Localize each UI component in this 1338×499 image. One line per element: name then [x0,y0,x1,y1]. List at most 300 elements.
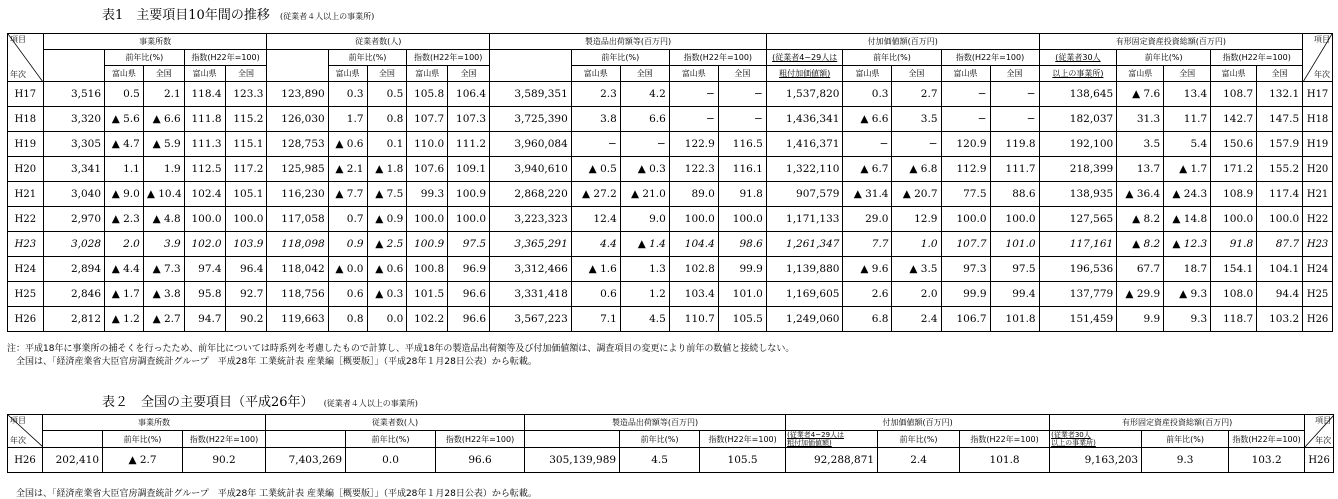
value-cell: 108.9 [1211,182,1257,207]
year-cell: H20 [8,157,44,182]
t1-pref-label: 富山県 [571,66,620,82]
value-cell: ▲ 0.5 [571,157,620,182]
value-cell: 3.5 [1117,132,1164,157]
value-cell: ▲ 0.6 [328,132,367,157]
t1-group-establishments: 事業所数 [43,34,267,50]
table1-title: 表1 主要項目10年間の推移 (従業者４人以上の事業所) [102,8,375,23]
value-cell: 119.8 [990,132,1039,157]
value-cell: 100.0 [448,207,490,232]
value-cell: 202,410 [43,448,103,473]
value-cell: ▲ 2.7 [143,307,184,332]
value-cell: ▲ 8.2 [1117,207,1164,232]
value-cell: 132.1 [1257,82,1303,107]
value-cell: − [718,107,766,132]
value-cell: 118.4 [184,82,225,107]
value-cell: 109.1 [448,157,490,182]
value-cell: 100.0 [941,207,990,232]
t1-pref-label: 富山県 [105,66,144,82]
value-cell: 1.0 [892,232,941,257]
value-cell: 95.8 [184,282,225,307]
value-cell: 88.6 [990,182,1039,207]
value-cell: 99.9 [718,257,766,282]
value-cell: 67.7 [1117,257,1164,282]
value-cell: ▲ 36.4 [1117,182,1164,207]
value-cell: 907,579 [766,182,843,207]
value-cell: 1,436,341 [766,107,843,132]
value-cell: − [571,132,620,157]
table1-note2: 全国は、「経済産業省大臣官房調査統計グループ 平成28年 工業統計表 産業編［概要版］」（平成28年１月28日公表）から転載。 [7,357,537,367]
year-cell: H21 [8,182,44,207]
value-cell: 192,100 [1039,132,1117,157]
value-cell: 112.5 [184,157,225,182]
t1-blank [490,50,572,82]
value-cell: 117.2 [225,157,267,182]
value-cell: 155.2 [1257,157,1303,182]
value-cell: ▲ 9.3 [1164,282,1211,307]
value-cell: 125,985 [267,157,328,182]
t2-blank [43,431,103,448]
t2-group-employees: 従業者数(人) [266,415,525,431]
value-cell: ▲ 5.9 [143,132,184,157]
value-cell: 9.9 [1117,307,1164,332]
value-cell: 108.0 [1211,282,1257,307]
value-cell: 0.0 [346,448,436,473]
value-cell: 126,030 [267,107,328,132]
value-cell: 92.7 [225,282,267,307]
year-cell: H23 [8,232,44,257]
year-cell: H24 [8,257,44,282]
value-cell: ▲ 1.8 [367,157,407,182]
value-cell: ▲ 4.8 [143,207,184,232]
value-cell: 3,567,223 [490,307,572,332]
value-cell: 13.4 [1164,82,1211,107]
value-cell: 96.6 [448,282,490,307]
value-cell: 0.5 [367,82,407,107]
table1-row [8,157,1333,182]
value-cell: ▲ 10.4 [143,182,184,207]
value-cell: − [990,107,1039,132]
value-cell: 12.9 [892,207,941,232]
value-cell: ▲ 2.7 [103,448,183,473]
value-cell: ▲ 2.1 [328,157,367,182]
t1-sub-prev: 前年比(%) [843,50,941,66]
value-cell: 120.9 [941,132,990,157]
t2-group-investment: 有形固定資産投資総額(百万円) [1050,415,1305,431]
value-cell: 99.3 [407,182,448,207]
t1-nation-label: 全国 [1164,66,1211,82]
value-cell: − [941,82,990,107]
value-cell: 171.2 [1211,157,1257,182]
value-cell: 2.4 [892,307,941,332]
value-cell: ▲ 4.4 [105,257,144,282]
value-cell: ▲ 12.3 [1164,232,1211,257]
table1-row [8,182,1333,207]
year-cell: H26 [8,307,44,332]
t1-pref-label: 富山県 [1211,66,1257,82]
value-cell: 100.0 [1211,207,1257,232]
t1-pref-label: 富山県 [843,66,892,82]
value-cell: 104.4 [669,232,718,257]
value-cell: 2,846 [43,282,104,307]
value-cell: 123.3 [225,82,267,107]
value-cell: 100.0 [407,207,448,232]
value-cell: 117.4 [1257,182,1303,207]
value-cell: 97.5 [448,232,490,257]
value-cell: − [941,107,990,132]
value-cell: ▲ 7.5 [367,182,407,207]
value-cell: 9,163,203 [1050,448,1142,473]
t1-va-note1: (従業者4~29人は [766,50,843,66]
t2-blank [525,431,620,448]
value-cell: 94.7 [184,307,225,332]
value-cell: 100.9 [407,232,448,257]
t2-group-value-added: 付加価値額(百万円) [786,415,1050,431]
value-cell: 196,536 [1039,257,1117,282]
value-cell: 1,171,133 [766,207,843,232]
t1-nation-label: 全国 [225,66,267,82]
value-cell: 3,040 [43,182,104,207]
t1-pref-label: 富山県 [328,66,367,82]
value-cell: 3,305 [43,132,104,157]
value-cell: 150.6 [1211,132,1257,157]
value-cell: 2.1 [143,82,184,107]
value-cell: 3,028 [43,232,104,257]
value-cell: ▲ 14.8 [1164,207,1211,232]
value-cell: 115.2 [225,107,267,132]
t1-group-investment: 有形固定資産投資総額(百万円) [1039,34,1303,50]
value-cell: 94.4 [1257,282,1303,307]
value-cell: 92,288,871 [786,448,878,473]
value-cell: 138,645 [1039,82,1117,107]
value-cell: ▲ 0.3 [367,282,407,307]
value-cell: 1,416,371 [766,132,843,157]
value-cell: 3,331,418 [490,282,572,307]
value-cell: 100.0 [990,207,1039,232]
value-cell: 12.4 [571,207,620,232]
value-cell: 2,970 [43,207,104,232]
value-cell: 1.1 [105,157,144,182]
value-cell: 96.6 [448,307,490,332]
value-cell: 101.8 [960,448,1050,473]
table1-corner-right: 項目 年次 [1303,34,1333,82]
t2-sub-index: 指数(H22年=100) [1229,431,1305,448]
value-cell: 1,322,110 [766,157,843,182]
value-cell: 1,169,605 [766,282,843,307]
value-cell: 0.5 [105,82,144,107]
table2-row [8,448,1334,473]
value-cell: 103.4 [669,282,718,307]
value-cell: ▲ 20.7 [892,182,941,207]
value-cell: 0.3 [843,82,892,107]
value-cell: 100.0 [669,207,718,232]
value-cell: ▲ 9.6 [843,257,892,282]
value-cell: 77.5 [941,182,990,207]
value-cell: 128,753 [267,132,328,157]
table1-row [8,257,1333,282]
value-cell: 6.8 [843,307,892,332]
value-cell: 3,223,323 [490,207,572,232]
value-cell: 127,565 [1039,207,1117,232]
table2-corner-left: 項目 年次 [8,415,43,448]
value-cell: 3,320 [43,107,104,132]
year-cell: H19 [1303,132,1333,157]
value-cell: − [620,132,669,157]
value-cell: 115.1 [225,132,267,157]
value-cell: 103.2 [1257,307,1303,332]
value-cell: ▲ 7.6 [1117,82,1164,107]
value-cell: 2.3 [571,82,620,107]
value-cell: 9.3 [1142,448,1229,473]
value-cell: 0.9 [328,232,367,257]
value-cell: 151,459 [1039,307,1117,332]
table1-row [8,82,1333,107]
year-cell: H25 [8,282,44,307]
value-cell: 87.7 [1257,232,1303,257]
value-cell: 107.3 [448,107,490,132]
value-cell: 105.5 [718,307,766,332]
value-cell: 4.4 [571,232,620,257]
value-cell: 122.9 [669,132,718,157]
value-cell: 111.8 [184,107,225,132]
value-cell: 29.0 [843,207,892,232]
year-cell: H26 [1305,448,1334,473]
value-cell: 31.3 [1117,107,1164,132]
value-cell: ▲ 24.3 [1164,182,1211,207]
value-cell: 101.0 [718,282,766,307]
value-cell: 107.6 [407,157,448,182]
value-cell: 2,868,220 [490,182,572,207]
value-cell: 147.5 [1257,107,1303,132]
value-cell: 106.7 [941,307,990,332]
value-cell: 305,139,989 [525,448,620,473]
value-cell: 0.0 [367,307,407,332]
value-cell: 2,812 [43,307,104,332]
value-cell: 100.8 [407,257,448,282]
value-cell: 4.5 [620,448,700,473]
t1-va-note2: 粗付加価値額) [766,66,843,82]
t1-nation-label: 全国 [892,66,941,82]
value-cell: 5.4 [1164,132,1211,157]
value-cell: ▲ 7.7 [328,182,367,207]
value-cell: 96.4 [225,257,267,282]
t1-sub-index: 指数(H22年=100) [184,50,267,66]
value-cell: 0.8 [367,107,407,132]
value-cell: 116.1 [718,157,766,182]
value-cell: 107.7 [941,232,990,257]
value-cell: 118.7 [1211,307,1257,332]
value-cell: 105.8 [407,82,448,107]
value-cell: 142.7 [1211,107,1257,132]
value-cell: ▲ 1.7 [1164,157,1211,182]
value-cell: 137,779 [1039,282,1117,307]
value-cell: 1.3 [620,257,669,282]
value-cell: ▲ 2.3 [105,207,144,232]
value-cell: 103.2 [1229,448,1305,473]
value-cell: 97.5 [990,257,1039,282]
value-cell: 7.1 [571,307,620,332]
t1-sub-index: 指数(H22年=100) [1211,50,1303,66]
t2-va-note: (従業者4~29人は 粗付加価値額) [786,431,878,448]
value-cell: ▲ 6.8 [892,157,941,182]
t2-sub-prev: 前年比(%) [103,431,183,448]
t1-nation-label: 全国 [367,66,407,82]
value-cell: 102.8 [669,257,718,282]
value-cell: 2.6 [843,282,892,307]
value-cell: ▲ 21.0 [620,182,669,207]
t1-sub-index: 指数(H22年=100) [941,50,1039,66]
value-cell: 90.2 [225,307,267,332]
value-cell: 89.0 [669,182,718,207]
value-cell: 102.0 [184,232,225,257]
value-cell: 154.1 [1211,257,1257,282]
value-cell: 118,042 [267,257,328,282]
year-cell: H25 [1303,282,1333,307]
value-cell: ▲ 1.4 [620,232,669,257]
value-cell: 6.6 [620,107,669,132]
value-cell: ▲ 31.4 [843,182,892,207]
table2-title: 表２ 全国の主要項目（平成26年） (従業者４人以上の事業所) [102,395,418,410]
t1-inv-note1: (従業者30人 [1039,50,1117,66]
year-cell: H18 [1303,107,1333,132]
value-cell: 13.7 [1117,157,1164,182]
value-cell: 2.7 [892,82,941,107]
t1-blank [43,50,104,82]
value-cell: 3.8 [571,107,620,132]
value-cell: 3,940,610 [490,157,572,182]
value-cell: 91.8 [718,182,766,207]
year-cell: H20 [1303,157,1333,182]
value-cell: ▲ 6.6 [143,107,184,132]
value-cell: 119,663 [267,307,328,332]
value-cell: ▲ 4.7 [105,132,144,157]
value-cell: ▲ 0.9 [367,207,407,232]
table1-row [8,132,1333,157]
value-cell: 3.5 [892,107,941,132]
value-cell: ▲ 27.2 [571,182,620,207]
t1-sub-prev: 前年比(%) [1117,50,1211,66]
table1-row [8,232,1333,257]
value-cell: 116,230 [267,182,328,207]
value-cell: 105.1 [225,182,267,207]
t2-sub-prev: 前年比(%) [346,431,436,448]
value-cell: 3,365,291 [490,232,572,257]
t1-nation-label: 全国 [990,66,1039,82]
year-cell: H21 [1303,182,1333,207]
value-cell: 1,537,820 [766,82,843,107]
value-cell: 100.0 [184,207,225,232]
t2-blank [266,431,346,448]
value-cell: 11.7 [1164,107,1211,132]
value-cell: − [990,82,1039,107]
value-cell: − [843,132,892,157]
table1-row [8,307,1333,332]
value-cell: 116.5 [718,132,766,157]
value-cell: − [718,82,766,107]
value-cell: 4.5 [620,307,669,332]
value-cell: 0.8 [328,307,367,332]
value-cell: 103.9 [225,232,267,257]
value-cell: − [669,82,718,107]
value-cell: 100.0 [1257,207,1303,232]
value-cell: 9.3 [1164,307,1211,332]
t2-group-shipments: 製造品出荷額等(百万円) [525,415,786,431]
table2-note: 全国は、「経済産業省大臣官房調査統計グループ 平成28年 工業統計表 産業編［概要版］」（平成28年１月28日公表）から転載。 [7,489,537,499]
value-cell: − [892,132,941,157]
t1-inv-note2: 以上の事業所) [1039,66,1117,82]
t1-pref-label: 富山県 [941,66,990,82]
value-cell: 2.4 [878,448,960,473]
value-cell: 108.7 [1211,82,1257,107]
table1-row [8,282,1333,307]
t1-group-employees: 従業者数(人) [267,34,490,50]
t1-sub-index: 指数(H22年=100) [669,50,766,66]
t2-sub-index: 指数(H22年=100) [183,431,266,448]
t1-nation-label: 全国 [448,66,490,82]
value-cell: 1.2 [620,282,669,307]
value-cell: 105.5 [700,448,786,473]
value-cell: 101.0 [990,232,1039,257]
value-cell: 18.7 [1164,257,1211,282]
value-cell: ▲ 0.0 [328,257,367,282]
t2-sub-index: 指数(H22年=100) [960,431,1050,448]
t1-pref-label: 富山県 [669,66,718,82]
value-cell: 97.4 [184,257,225,282]
year-cell: H24 [1303,257,1333,282]
value-cell: 102.4 [184,182,225,207]
year-cell: H22 [8,207,44,232]
value-cell: 2.0 [105,232,144,257]
year-cell: H19 [8,132,44,157]
value-cell: ▲ 1.2 [105,307,144,332]
value-cell: 0.1 [367,132,407,157]
value-cell: 100.0 [225,207,267,232]
value-cell: ▲ 29.9 [1117,282,1164,307]
t2-sub-index: 指数(H22年=100) [436,431,525,448]
value-cell: 7.7 [843,232,892,257]
value-cell: 138,935 [1039,182,1117,207]
value-cell: 3,960,084 [490,132,572,157]
value-cell: ▲ 0.6 [367,257,407,282]
value-cell: 91.8 [1211,232,1257,257]
value-cell: 110.0 [407,132,448,157]
t2-sub-index: 指数(H22年=100) [700,431,786,448]
year-cell: H23 [1303,232,1333,257]
table1 [7,33,1333,332]
value-cell: 96.6 [436,448,525,473]
t2-group-establishments: 事業所数 [43,415,266,431]
value-cell: 2.0 [892,282,941,307]
value-cell: 107.7 [407,107,448,132]
t1-nation-label: 全国 [718,66,766,82]
t1-sub-prev: 前年比(%) [571,50,669,66]
t1-nation-label: 全国 [143,66,184,82]
value-cell: 218,399 [1039,157,1117,182]
value-cell: 112.9 [941,157,990,182]
value-cell: 122.3 [669,157,718,182]
value-cell: 117,161 [1039,232,1117,257]
value-cell: 96.9 [448,257,490,282]
t1-blank [267,50,328,82]
value-cell: 111.2 [448,132,490,157]
value-cell: 3,589,351 [490,82,572,107]
value-cell: ▲ 1.7 [105,282,144,307]
t1-pref-label: 富山県 [407,66,448,82]
value-cell: ▲ 5.6 [105,107,144,132]
t2-sub-prev: 前年比(%) [1142,431,1229,448]
table1-note1: 注：平成18年に事業所の捕そくを行ったため、前年比については時系列を考慮したもので計算し、平成18年の製造品出荷額等及び付加価値額は、調査項目の変更により前年の数値と接続しない。 [7,344,795,354]
value-cell: 3,341 [43,157,104,182]
value-cell: 3.9 [143,232,184,257]
